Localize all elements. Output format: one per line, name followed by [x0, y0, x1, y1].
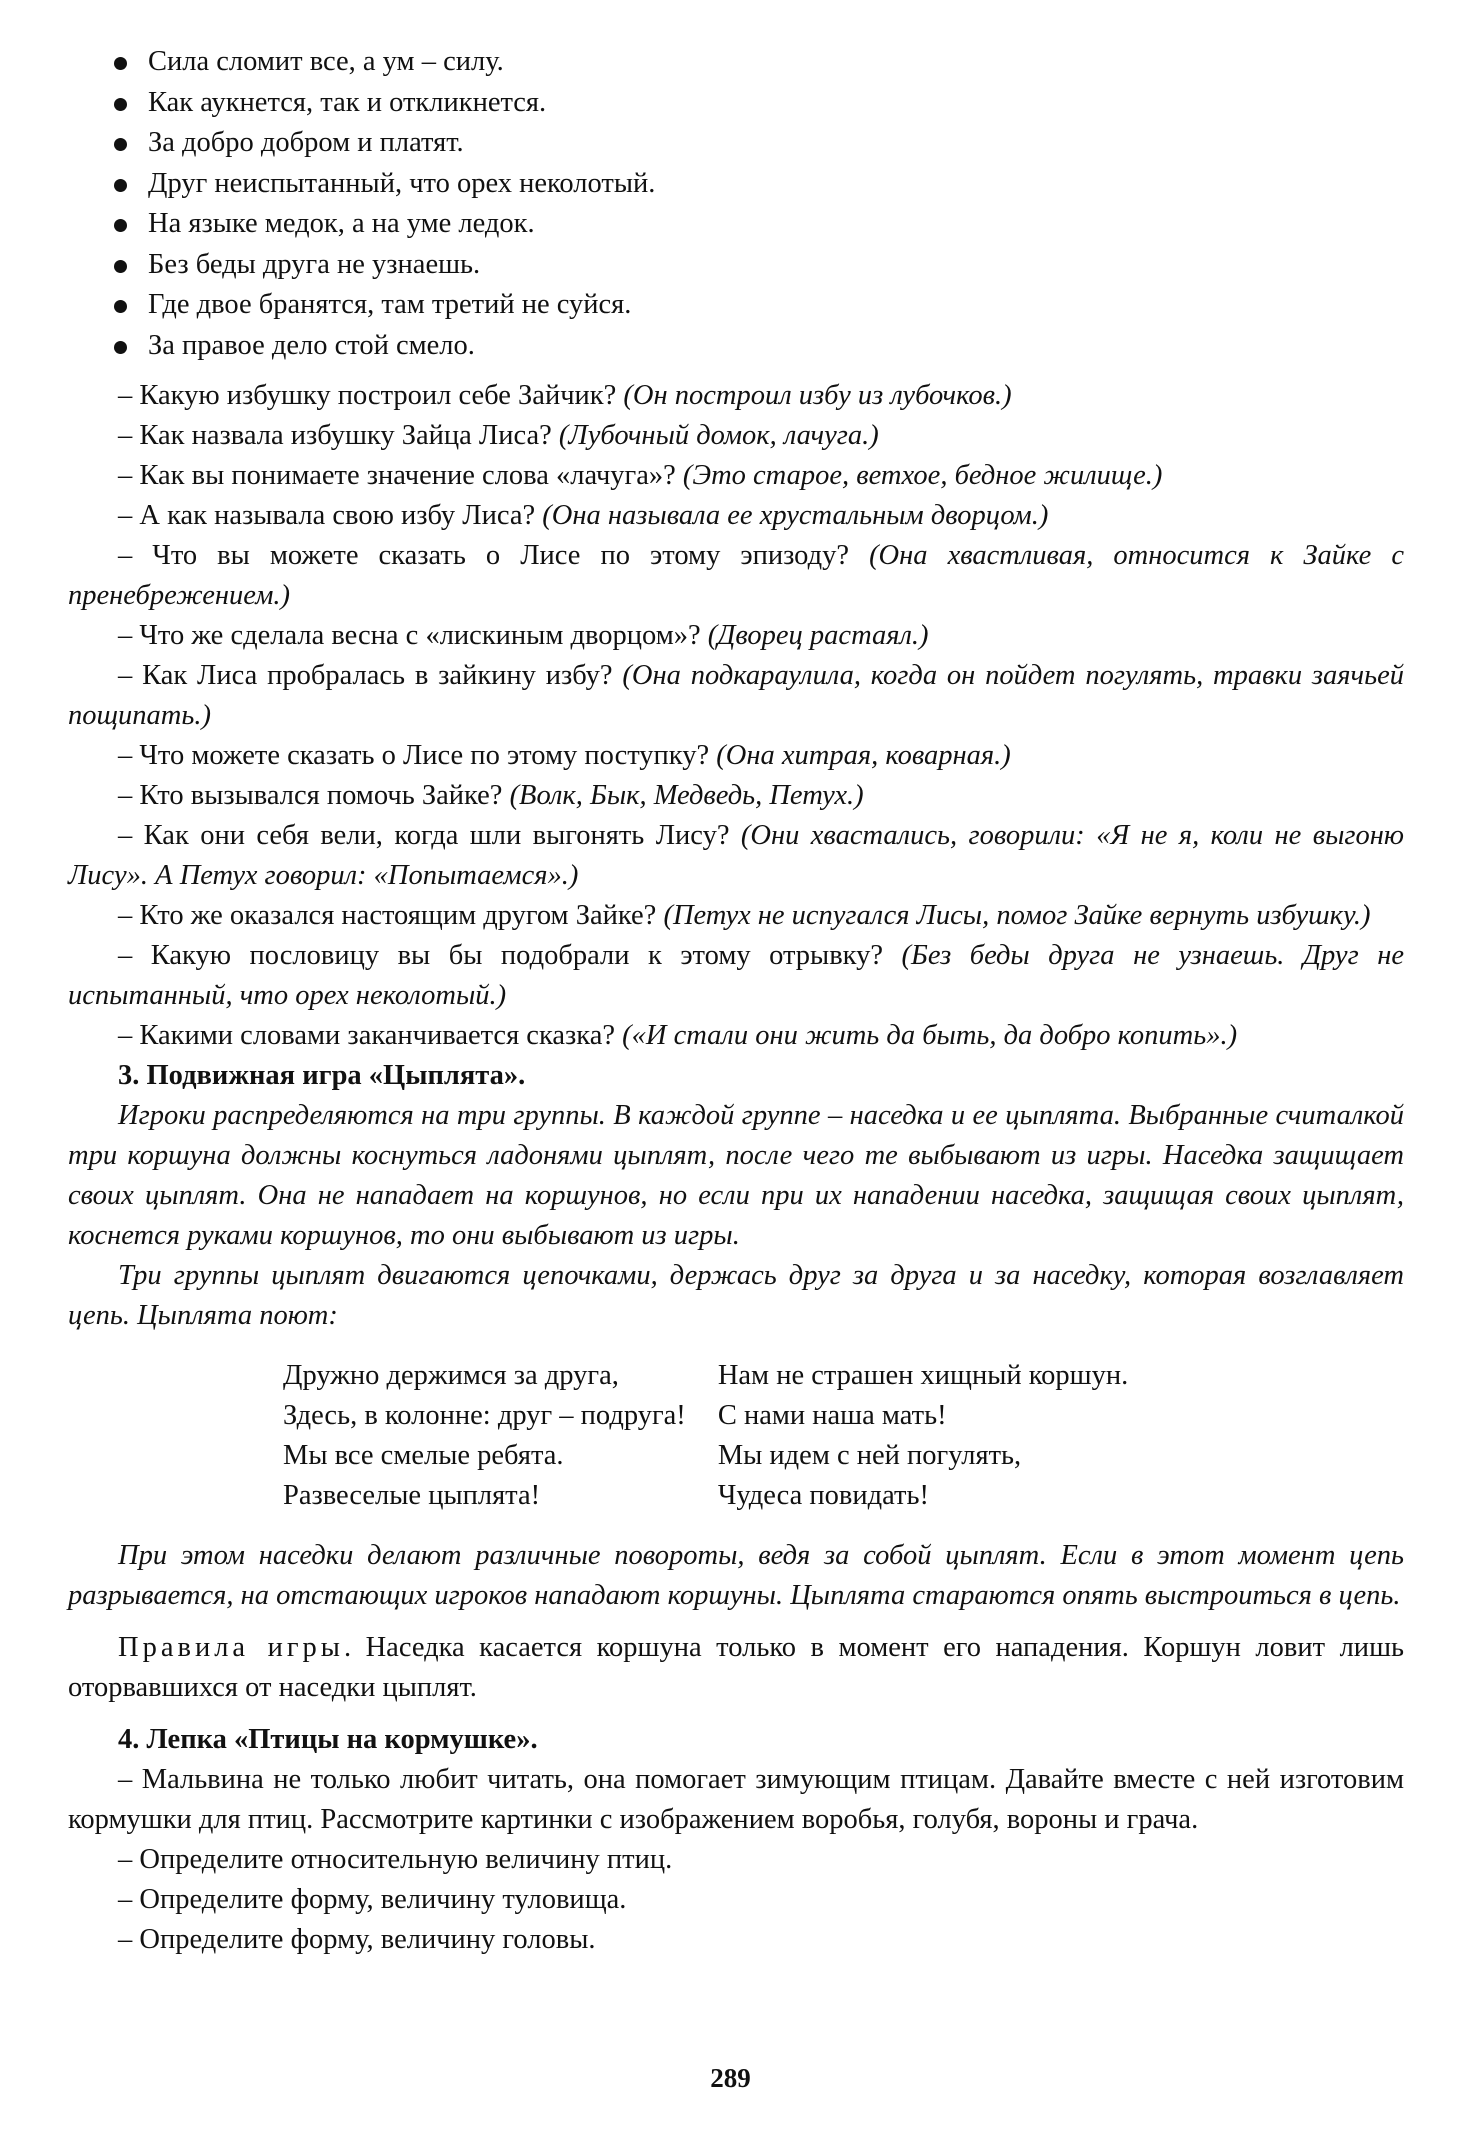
- verse-line: Мы все смелые ребята.: [283, 1440, 564, 1471]
- verse-line: Здесь, в колонне: друг – подруга!: [283, 1400, 686, 1431]
- paragraph: – Определите относительную величину птиц.: [118, 1844, 673, 1875]
- section-heading: 4. Лепка «Птицы на кормушке».: [118, 1724, 538, 1755]
- bullet-icon: [114, 300, 127, 313]
- bullet-icon: [114, 138, 127, 151]
- song-verse: [283, 1356, 1404, 1516]
- paragraph: – Определите форму, величину туловища.: [118, 1884, 627, 1915]
- game-rules: Правила игры. Наседка касается коршуна только в момент его нападения. Коршун ловит лишь оторвавшихся от наседки цыплят.: [68, 1632, 1405, 1703]
- list-item: Без беды друга не узнаешь.: [112, 245, 1392, 286]
- verse-line: С нами наша мать!: [717, 1400, 947, 1431]
- qa-item: – Как они себя вели, когда шли выгонять Лису? (Они хвастались, говорили: «Я не я, коли не выгоню Лису». А Петух говорил: «Попытаемся».): [68, 820, 1404, 891]
- qa-item: – Как назвала избушку Зайца Лиса? (Лубочный домок, лачуга.): [118, 420, 879, 451]
- qa-item: – Кто же оказался настоящим другом Зайке? (Петух не испугался Лисы, помог Зайке вернуть избушку.): [118, 900, 1371, 931]
- qa-item: – Как вы понимаете значение слова «лачуга»? (Это старое, ветхое, бедное жилище.): [118, 460, 1163, 491]
- qa-item: – Что же сделала весна с «лискиным дворцом»? (Дворец растаял.): [118, 620, 929, 651]
- list-item: На языке медок, а на уме ледок.: [112, 204, 1392, 245]
- qa-item: – Какую избушку построил себе Зайчик? (Он построил избу из лубочков.): [118, 380, 1012, 411]
- qa-item: – Как Лиса пробралась в зайкину избу? (Она подкараулила, когда он пойдет погулять, травки заячьей пощипать.): [68, 660, 1404, 731]
- game-description: Три группы цыплят двигаются цепочками, держась друг за друга и за наседку, которая возглавляет цепь. Цыплята поют:: [68, 1260, 1404, 1331]
- paragraph: – Мальвина не только любит читать, она помогает зимующим птицам. Давайте вместе с ней изготовим кормушки для птиц. Рассмотрите картинки с изображением воробья, голубя, вороны и грача.: [68, 1764, 1404, 1835]
- qa-item: – Что можете сказать о Лисе по этому поступку? (Она хитрая, коварная.): [118, 740, 1011, 771]
- bullet-icon: [114, 57, 127, 70]
- verse-column: [283, 1356, 686, 1516]
- qa-item: – Кто вызывался помочь Зайке? (Волк, Бык, Медведь, Петух.): [118, 780, 864, 811]
- qa-item: – Какую пословицу вы бы подобрали к этому отрывку? (Без беды друга не узнаешь. Друг не испытанный, что орех неколотый.): [68, 940, 1405, 1011]
- qa-item: – Какими словами заканчивается сказка? («И стали они жить да быть, да добро копить».): [118, 1020, 1238, 1051]
- verse-line: Мы идем с ней погулять,: [717, 1440, 1022, 1471]
- verse-column: [718, 1356, 1128, 1516]
- bullet-icon: [114, 179, 127, 192]
- verse-line: Чудеса повидать!: [717, 1480, 929, 1511]
- paragraph: – Определите форму, величину головы.: [118, 1924, 596, 1955]
- bullet-icon: [114, 260, 127, 273]
- list-item: Сила сломит все, а ум – силу.: [112, 42, 1392, 83]
- game-description: При этом наседки делают различные повороты, ведя за собой цыплят. Если в этот момент цепь разрывается, на отстающих игроков нападают коршуны. Цыплята стараются опять выстроиться в цепь.: [68, 1540, 1404, 1611]
- bullet-icon: [114, 219, 127, 232]
- list-item: Как аукнется, так и откликнется.: [112, 83, 1392, 124]
- qa-item: – Что вы можете сказать о Лисе по этому эпизоду? (Она хвастливая, относится к Зайке с пренебрежением.): [68, 540, 1404, 611]
- bullet-icon: [114, 341, 127, 354]
- bullet-icon: [114, 98, 127, 111]
- verse-line: Развеселые цыплята!: [283, 1480, 541, 1511]
- page-number: 289: [710, 2063, 751, 2093]
- qa-item: – А как называла свою избу Лиса? (Она называла ее хрустальным дворцом.): [118, 500, 1049, 531]
- verse-line: Дружно держимся за друга,: [283, 1360, 619, 1391]
- list-item: За правое дело стой смело.: [112, 326, 1392, 367]
- list-item: Друг неиспытанный, что орех неколотый.: [112, 164, 1392, 205]
- section-heading: 3. Подвижная игра «Цыплята».: [118, 1060, 526, 1091]
- page-body: [68, 376, 1404, 1960]
- game-description: Игроки распределяются на три группы. В каждой группе – наседка и ее цыплята. Выбранные считалкой три коршуна должны коснуться ладонями цыплят, после чего те выбывают из игры. Наседка защищает своих цыплят. Она не нападает на коршунов, но если при их нападении наседка, защищая своих цыплят, коснется руками коршунов, то они выбывают из игры.: [68, 1100, 1404, 1251]
- list-item: Где двое бранятся, там третий не суйся.: [112, 285, 1392, 326]
- verse-line: Нам не страшен хищный коршун.: [717, 1360, 1129, 1391]
- proverb-list: [112, 42, 1392, 366]
- list-item: За добро добром и платят.: [112, 123, 1392, 164]
